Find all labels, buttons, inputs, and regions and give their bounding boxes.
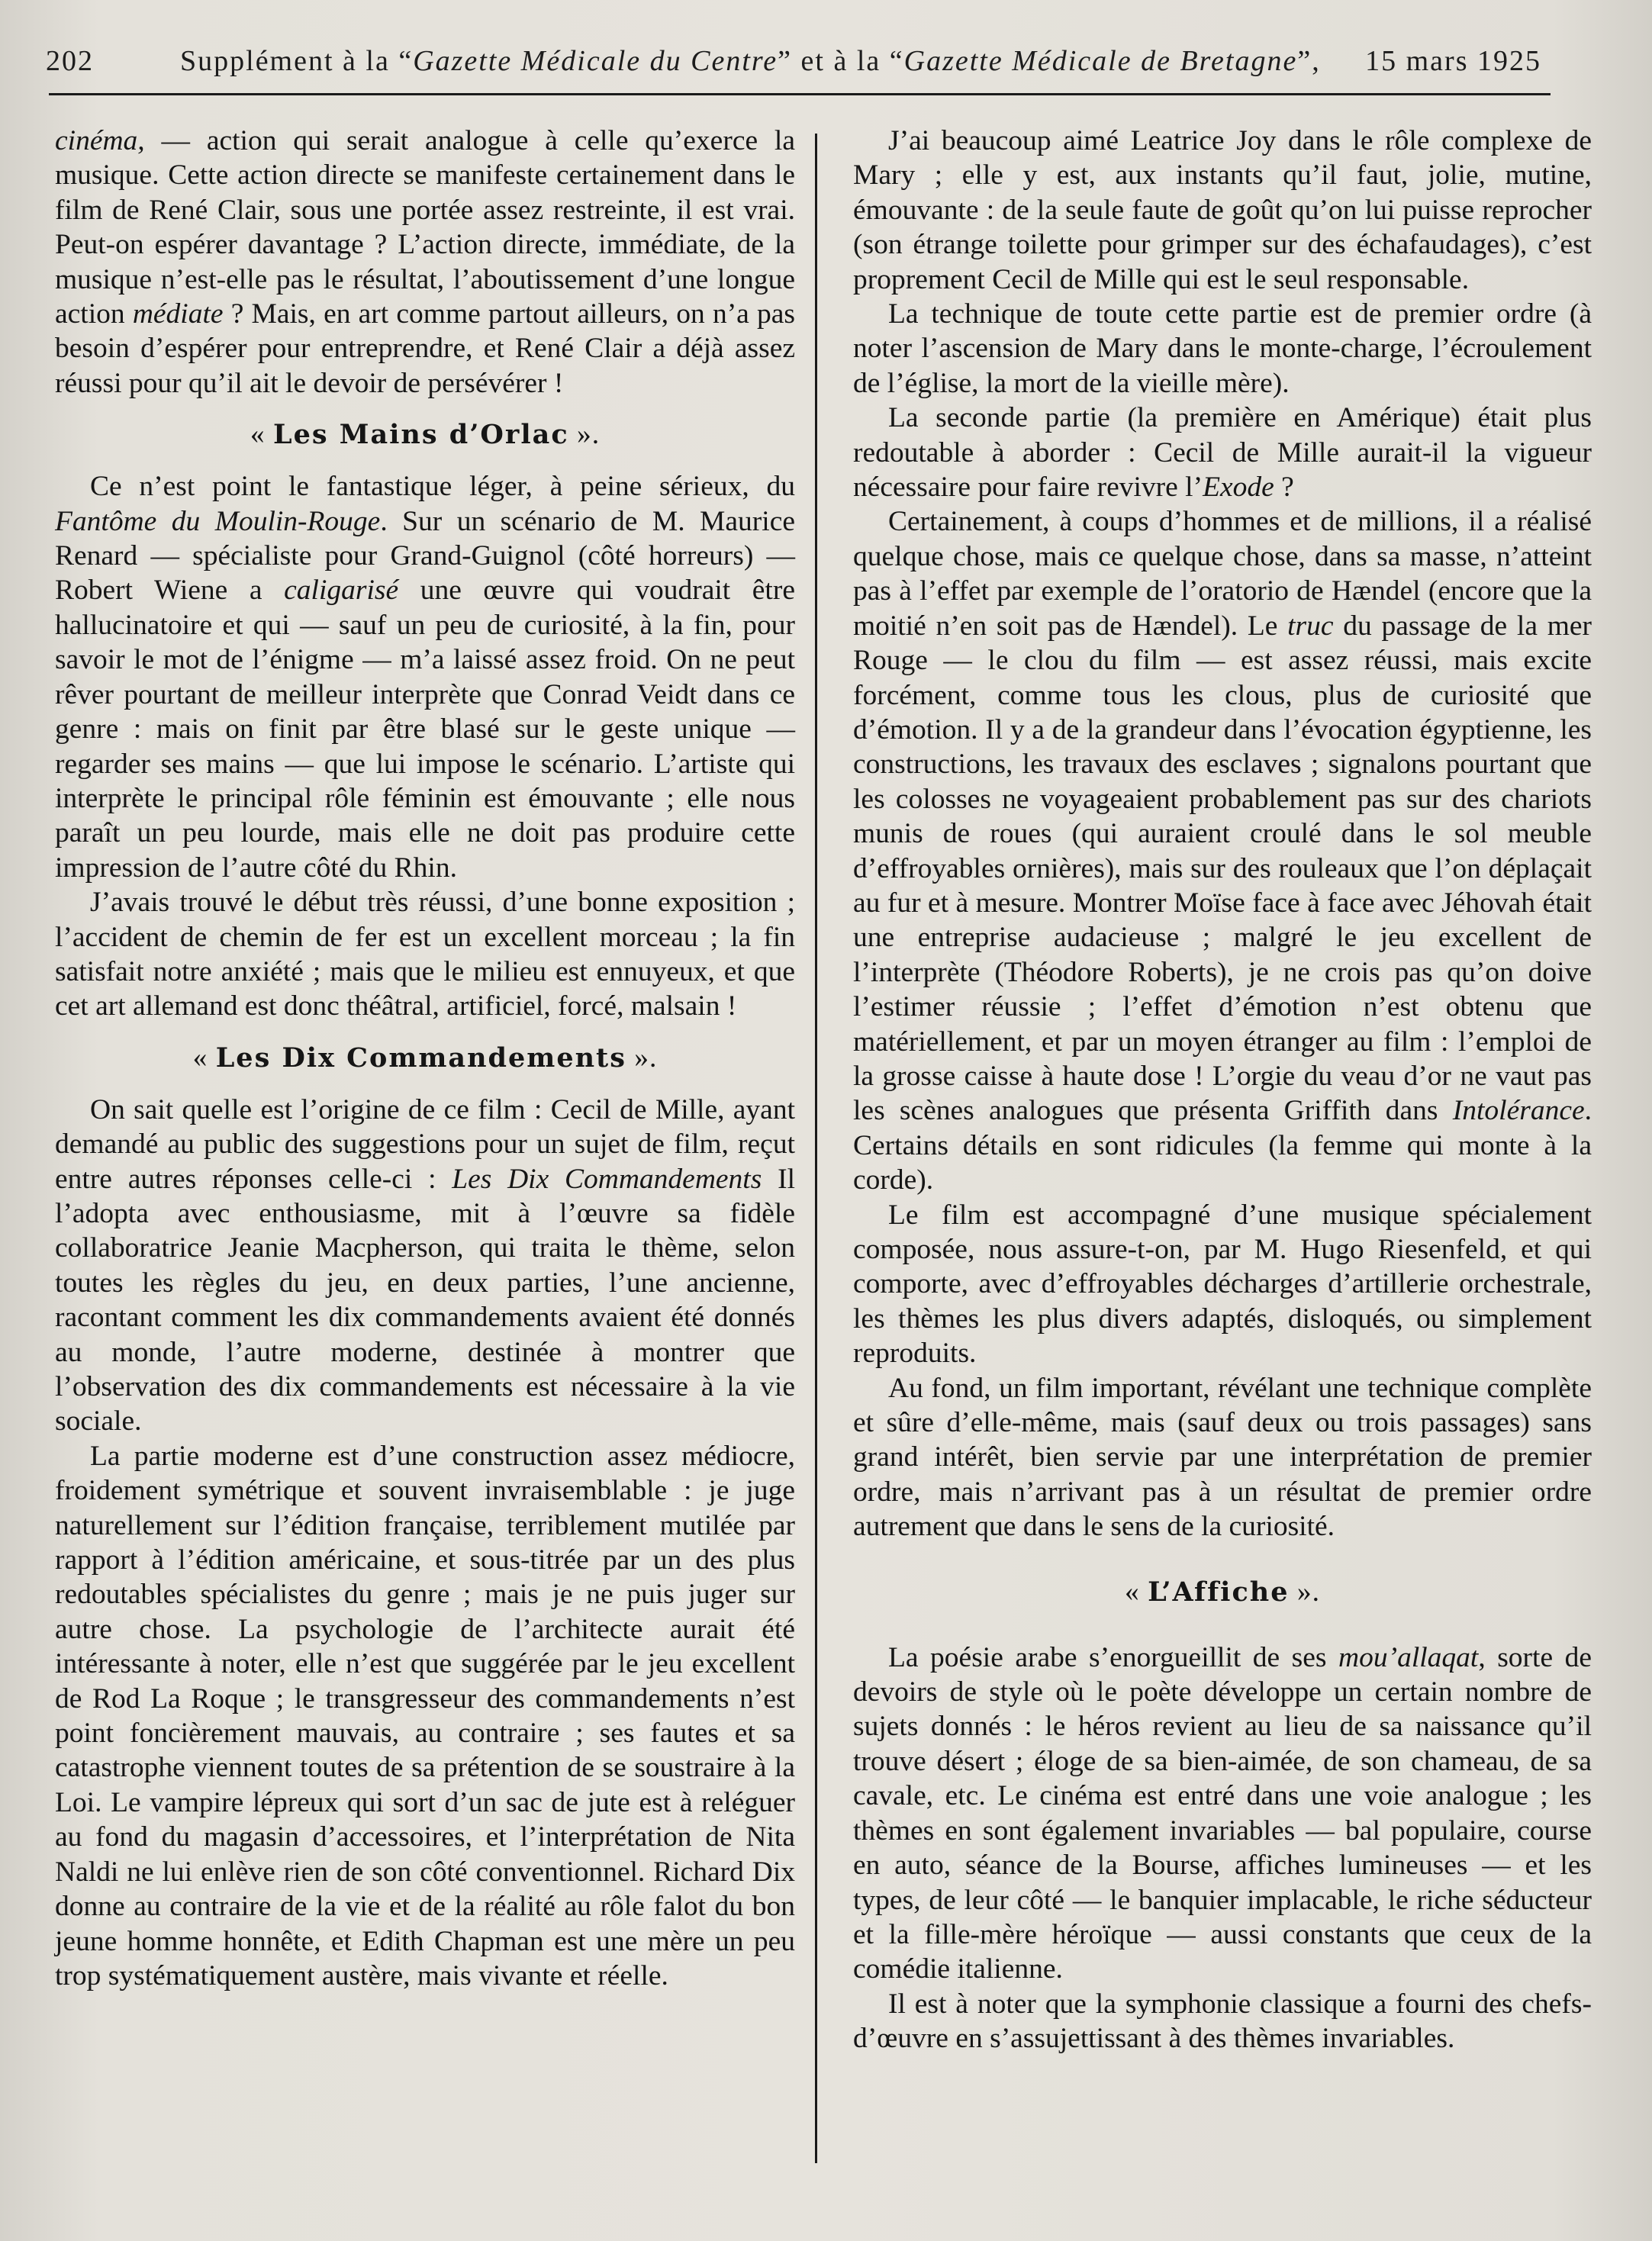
paragraph: On sait quelle est l’origine de ce film : Cecil de Mille, ayant demandé au public des suggestions pour un sujet de film, reçut entre autres réponses celle-ci : Les Dix Commandements Il l’adopta avec enthousiasme, mit à l’œuvre sa fidèle collaboratrice Jeanie Macpherson, qui traita le thème, selon toutes les règles du jeu, en deux parties, l’une ancienne, racontant comment les dix commandements avaient été donnés au monde, l’autre moderne, destinée à montrer que l’observation des dix commandements est nécessaire à la vie sociale. bbox=[55, 1093, 795, 1438]
paragraph: Ce n’est point le fantastique léger, à peine sérieux, du Fantôme du Moulin-Rouge. Sur un scénario de M. Maurice Renard — spécialiste pour Grand-Guignol (côté horreurs) — Robert Wiene a caligarisé une œuvre qui voudrait être hallucinatoire et qui — sauf un peu de curiosité, à la fin, pour savoir le mot de l’énigme — m’a laissé assez froid. On ne peut rêver pourtant de meilleur interprète que Conrad Veidt dans ce genre : mais on finit par être blasé sur le geste unique — regarder ses mains — que lui impose le scénario. L’artiste qui interprète le principal rôle féminin est émouvante ; elle nous paraît un peu lourde, mais elle ne doit pas produire cette impression de l’autre côté du Rhin. bbox=[55, 471, 795, 884]
paragraph: La partie moderne est d’une construction assez médiocre, froidement symétrique et souvent invraisemblable : je juge naturellement sur l’édition française, terriblement mutilée par rapport à l’édition américaine, et sous-titrée par un des plus redoutables spécialistes du genre ; mais je ne puis juger sur autre chose. La psychologie de l’architecte aurait été intéressante à noter, elle n’est que suggérée par le jeu excellent de Rod La Roque ; le transgresseur des commandements n’est point foncièrement mauvais, au contraire ; ses fautes et sa catastrophe viennent toutes de sa prétention de se soustraire à la Loi. Le vampire lépreux qui sort d’un sac de jute est à reléguer au fond du magasin d’accessoires, et l’interprétation de Nita Naldi ne lui enlève rien de son côté conventionnel. Richard Dix donne au contraire de la vie et de la réalité au rôle falot du bon jeune homme honnête, et Edith Chapman est une mère un peu trop systématiquement austère, mais vivante et réelle. bbox=[55, 1440, 795, 1991]
right-column bbox=[853, 124, 1592, 2056]
paragraph: La seconde partie (la première en Amérique) était plus redoutable à aborder : Cecil de Mille aurait-il la vigueur nécessaire pour faire revivre l’Exode ? bbox=[853, 402, 1592, 504]
page-number: 202 bbox=[46, 45, 94, 77]
section-heading: « Les Mains d’Orlac ». bbox=[250, 419, 601, 451]
section-heading: « Les Dix Commandements ». bbox=[192, 1042, 658, 1074]
running-header bbox=[46, 44, 1541, 90]
header-rule bbox=[49, 93, 1551, 95]
paragraph: J’avais trouvé le début très réussi, d’une bonne exposition ; l’accident de chemin de fer est un excellent morceau ; la fin satisfait notre anxiété ; mais que le milieu est ennuyeux, et que cet art allemand est donc théâtral, artificiel, forcé, malsain ! bbox=[55, 887, 795, 1022]
paragraph: Il est à noter que la symphonie classique a fourni des chefs-d’œuvre en s’assujettissant à des thèmes invariables. bbox=[853, 1988, 1592, 2055]
issue-date: 15 mars 1925 bbox=[1365, 45, 1541, 77]
paragraph: J’ai beaucoup aimé Leatrice Joy dans le rôle complexe de Mary ; elle y est, aux instants qu’il faut, jolie, mutine, émouvante : de la seule faute de goût qu’on lui puisse reprocher (son étrange toilette pour grimper sur des échafaudages), c’est proprement Cecil de Mille qui est le seul responsable. bbox=[853, 125, 1592, 295]
paragraph: La technique de toute cette partie est de premier ordre (à noter l’ascension de Mary dans le monte-charge, l’écroulement de l’église, la mort de la vieille mère). bbox=[853, 298, 1592, 399]
paragraph: Certainement, à coups d’hommes et de millions, il a réalisé quelque chose, mais ce quelque chose, dans sa masse, n’atteint pas à l’effet par exemple de l’oratorio de Hændel (encore que la moitié n’en soit pas de Hændel). Le truc du passage de la mer Rouge — le clou du film — est assez réussi, mais excite forcément, comme tous les clous, plus de curiosité que d’émotion. Il y a de la grandeur dans l’évocation égyptienne, les constructions, les travaux des esclaves ; signalons pourtant que les colosses ne voyageaient probablement pas sur des chariots munis de roues (qui auraient croulé dans le sol meuble d’effroyables ornières), mais sur des rouleaux que l’on déplaçait au fur et à mesure. Montrer Moïse face à face avec Jéhovah était une entreprise audacieuse ; malgré le jeu excellent de l’interprète (Théodore Roberts), je ne crois pas qu’on doive l’estimer réussie ; l’effet d’émotion n’est obtenu que matériellement, et par un moyen étranger au film : l’emploi de la grosse caisse à haute dose ! L’orgie du veau d’or ne vaut pas les scènes analogues que présenta Griffith dans Intolérance. Certains détails en sont ridicules (la femme qui monte à la corde). bbox=[853, 506, 1592, 1196]
column-divider bbox=[815, 134, 817, 2163]
publication-title: Supplément à la “Gazette Médicale du Centre” et à la “Gazette Médicale de Bretagne”, bbox=[180, 45, 1321, 77]
paragraph: Au fond, un film important, révélant une technique complète et sûre d’elle-même, mais (sauf deux ou trois passages) sans grand intérêt, bien servie par une interprétation de premier ordre, mais n’arrivant pas à un résultat de premier ordre autrement que dans le sens de la curiosité. bbox=[853, 1372, 1592, 1543]
paragraph: cinéma, — action qui serait analogue à celle qu’exerce la musique. Cette action directe se manifeste certainement dans le film de René Clair, sous une portée assez restreinte, il est vrai. Peut-on espérer davantage ? L’action directe, immédiate, de la musique n’est-elle pas le résultat, l’aboutissement d’une longue action médiate ? Mais, en art comme partout ailleurs, on n’a pas besoin d’espérer pour entreprendre, et René Clair a déjà assez réussi pour qu’il ait le devoir de persévérer ! bbox=[55, 125, 795, 399]
paragraph: La poésie arabe s’enorgueillit de ses mou’allaqat, sorte de devoirs de style où le poète développe un certain nombre de sujets donnés : le héros revient au lieu de sa naissance qu’il trouve désert ; éloge de sa bien-aimée, de son chameau, de sa cavale, etc. Le cinéma est entré dans une voie analogue ; les thèmes en sont également invariables — bal populaire, course en auto, séance de la Bourse, affiches lumineuses — et les types, de leur côté — le banquier implacable, le riche séducteur et la fille-mère héroïque — aussi constants que ceux de la comédie italienne. bbox=[853, 1641, 1592, 1985]
left-column bbox=[55, 124, 795, 1993]
paragraph: Le film est accompagné d’une musique spécialement composée, nous assure-t-on, par M. Hugo Riesenfeld, et qui comporte, avec d’effroyables décharges d’artillerie orchestrale, les thèmes les plus divers adaptés, disloqués, ou simplement reproduits. bbox=[853, 1199, 1592, 1370]
section-heading: « L’Affiche ». bbox=[1124, 1576, 1320, 1608]
